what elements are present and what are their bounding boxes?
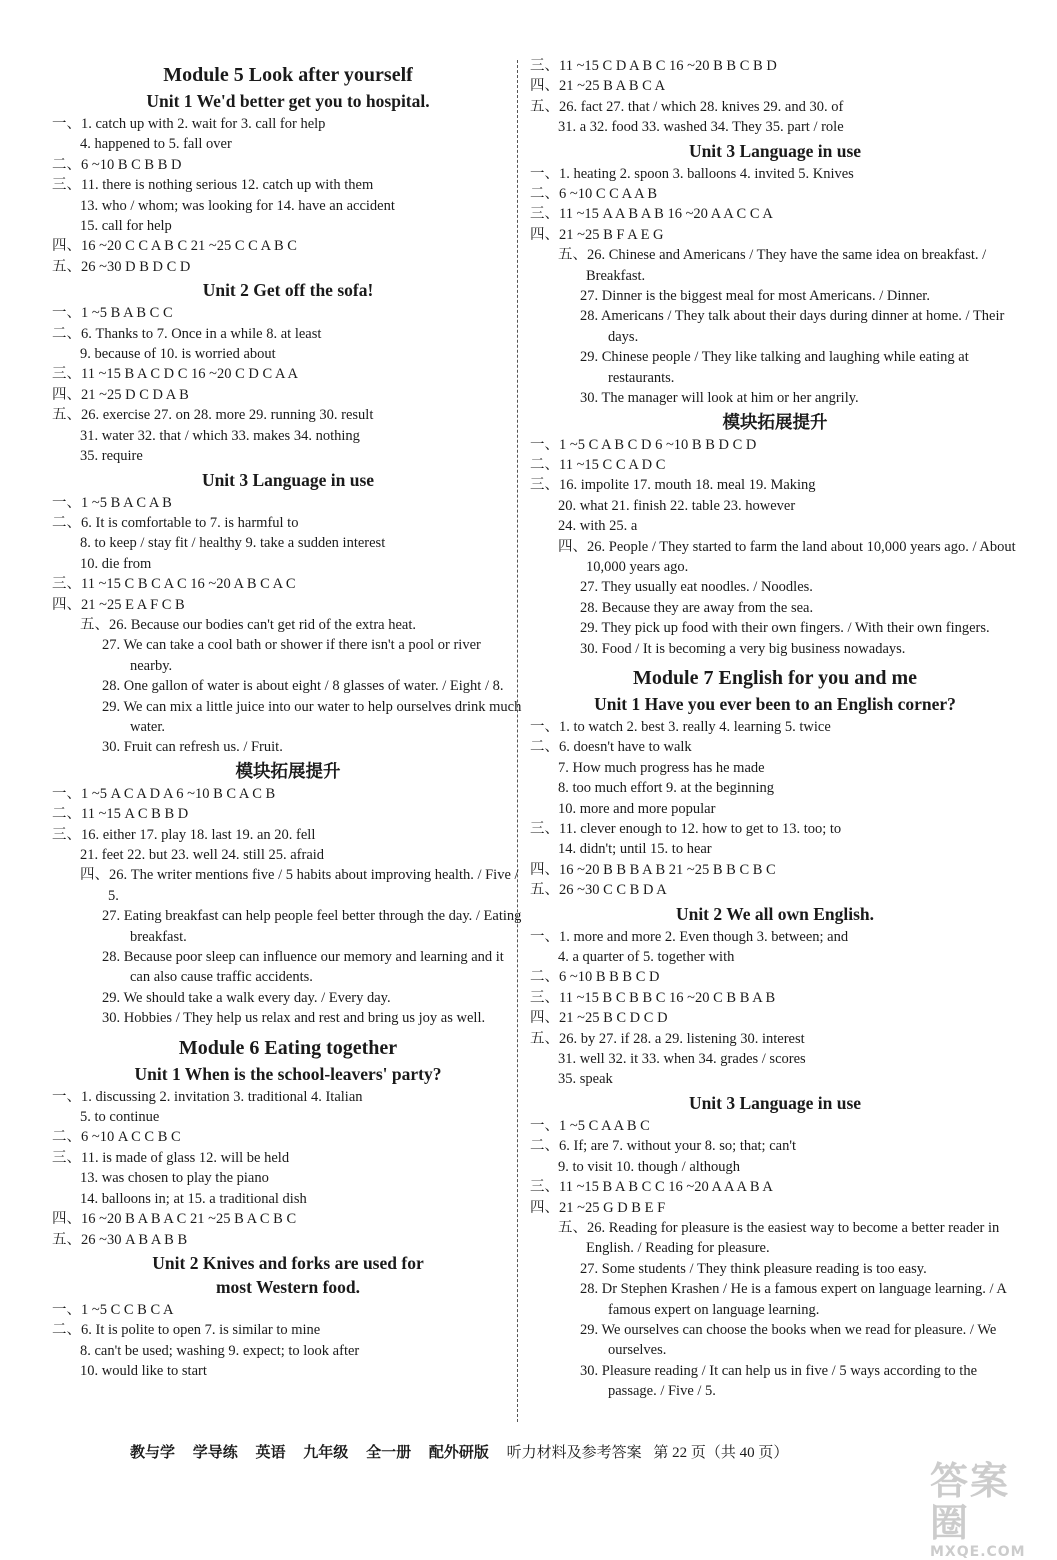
footer-series: 学导练 <box>192 1443 238 1461</box>
answer-line: 二、6. Thanks to 7. Once in a while 8. at least <box>52 325 322 342</box>
answer-line: 一、1 ~5 C A B C D 6 ~10 B B D C D <box>530 436 757 453</box>
answer-line: 五、26. Chinese and Americans / They have the same idea on breakfast. / Breakfast. <box>558 247 987 284</box>
answer-line: 一、1. to watch 2. best 3. really 4. learning 5. twice <box>530 718 831 735</box>
answer-line: 二、6. doesn't have to walk <box>530 739 692 756</box>
answer-line: 5. to continue <box>80 1109 160 1126</box>
answer-line: 30. Pleasure reading / It can help us in five / 5 ways according to the passage. / Five / 5. <box>580 1362 978 1400</box>
answer-line: 15. call for help <box>80 218 172 235</box>
unit-heading: Unit 1 When is the school-leavers' party? <box>134 1063 442 1084</box>
answer-line: 13. who / whom; was looking for 14. have an accident <box>80 197 395 214</box>
answer-line: 35. require <box>80 448 143 465</box>
answer-line: 29. They pick up food with their own fingers. / With their own fingers. <box>580 620 990 637</box>
answer-line: 四、16 ~20 C C A B C 21 ~25 C C A B C <box>52 238 297 255</box>
answer-line: 20. what 21. finish 22. table 23. however <box>558 497 796 514</box>
unit-heading: Unit 2 Knives and forks are used for <box>152 1252 424 1273</box>
answer-line: 4. a quarter of 5. together with <box>558 949 735 966</box>
answer-line: 31. a 32. food 33. washed 34. They 35. part / role <box>558 119 844 136</box>
answer-line: 四、21 ~25 E A F C B <box>52 596 185 613</box>
answer-line: 二、6 ~10 C C A A B <box>530 186 658 203</box>
answer-line: 五、26 ~30 D B D C D <box>52 258 191 275</box>
answer-line: 二、6 ~10 B B B C D <box>530 969 660 986</box>
answer-line: 27. Some students / They think pleasure reading is too easy. <box>580 1260 927 1277</box>
unit-heading: 模块拓展提升 <box>722 411 828 432</box>
answer-line: 五、26 ~30 A B A B B <box>52 1231 188 1248</box>
answer-line: 9. to visit 10. though / although <box>558 1158 741 1175</box>
answer-line: 一、1 ~5 C C B C A <box>52 1301 174 1318</box>
right-column <box>530 56 1020 1402</box>
answer-line: 四、21 ~25 D C D A B <box>52 386 189 403</box>
unit-heading: Unit 2 We all own English. <box>675 903 875 924</box>
answer-line: 五、26. by 27. if 28. a 29. listening 30. interest <box>530 1030 805 1047</box>
answer-line: 三、11 ~15 C D A B C 16 ~20 B B C B D <box>530 58 777 74</box>
answer-line: 27. Eating breakfast can help people feel better through the day. / Eating breakfast. <box>102 908 522 945</box>
answer-line: 28. Because they are away from the sea. <box>580 599 814 616</box>
unit-heading: 模块拓展提升 <box>235 760 341 781</box>
answer-line: 31. well 32. it 33. when 34. grades / scores <box>558 1051 806 1068</box>
footer-grade: 九年级 <box>303 1443 349 1461</box>
answer-line: 四、16 ~20 B B B A B 21 ~25 B B C B C <box>530 861 776 878</box>
answer-line: 四、26. The writer mentions five / 5 habits about improving health. / Five / 5. <box>80 867 519 904</box>
answer-line: 9. because of 10. is worried about <box>80 346 276 363</box>
answer-line: 一、1 ~5 A C A D A 6 ~10 B C A C B <box>52 785 276 802</box>
answer-line: 五、26. Because our bodies can't get rid of the extra heat. <box>80 616 416 633</box>
answer-line: 一、1 ~5 B A B C C <box>52 305 173 322</box>
answer-line: 四、16 ~20 B A B A C 21 ~25 B A C B C <box>52 1211 297 1228</box>
answer-line: 二、6. It is comfortable to 7. is harmful to <box>52 514 299 531</box>
answer-line: 4. happened to 5. fall over <box>80 136 232 153</box>
module-heading: Module 5 Look after yourself <box>163 64 413 86</box>
answer-line: 四、21 ~25 G D B E F <box>530 1199 666 1216</box>
answer-line: 一、1. discussing 2. invitation 3. traditional 4. Italian <box>52 1088 363 1105</box>
footer-edition: 配外研版 <box>428 1443 489 1461</box>
module-heading: Module 7 English for you and me <box>632 666 918 689</box>
answer-line: 四、21 ~25 B F A E G <box>530 226 664 243</box>
answer-line: 7. How much progress has he made <box>558 759 765 776</box>
unit-heading: Unit 1 We'd better get you to hospital. <box>146 91 430 111</box>
answer-line: 三、11 ~15 C B C A C 16 ~20 A B C A C <box>52 576 296 593</box>
answer-line: 31. water 32. that / which 33. makes 34. nothing <box>80 427 360 444</box>
answer-line: 21. feet 22. but 23. well 24. still 25. afraid <box>80 847 325 863</box>
answer-line: 三、16. impolite 17. mouth 18. meal 19. Making <box>530 477 816 494</box>
answer-line: 三、11 ~15 A A B A B 16 ~20 A A C C A <box>530 206 773 223</box>
footer-brand: 教与学 <box>130 1443 176 1461</box>
footer-page-number: 第 22 页（共 40 页） <box>653 1445 789 1461</box>
answer-line: 四、21 ~25 B A B C A <box>530 78 666 95</box>
answer-line: 二、6. It is polite to open 7. is similar to mine <box>52 1322 321 1339</box>
answer-line: 四、21 ~25 B C D C D <box>530 1010 668 1027</box>
answer-line: 27. We can take a cool bath or shower if there isn't a pool or river nearby. <box>102 637 481 674</box>
answer-line: 三、11. there is nothing serious 12. catch up with them <box>52 177 374 194</box>
answer-line: 29. We ourselves can choose the books when we read for pleasure. / We ourselves. <box>580 1321 997 1359</box>
answer-line: 10. die from <box>80 555 152 572</box>
answer-line: 三、11 ~15 B A C D C 16 ~20 C D C A A <box>52 366 298 383</box>
watermark-url: MXQE.COM <box>930 1544 1026 1560</box>
module-heading: Module 6 Eating together <box>178 1036 398 1059</box>
answer-line: 8. can't be used; washing 9. expect; to look after <box>80 1342 360 1359</box>
answer-line: 30. Fruit can refresh us. / Fruit. <box>102 739 283 756</box>
page-footer <box>130 1441 930 1462</box>
answer-line: 一、1 ~5 C A A B C <box>530 1117 650 1134</box>
answer-line: 30. Hobbies / They help us relax and rest and bring us joy as well. <box>102 1010 486 1027</box>
answer-line: 一、1. heating 2. spoon 3. balloons 4. invited 5. Knives <box>530 165 854 182</box>
answer-line: 二、11 ~15 C C A D C <box>530 456 666 473</box>
answer-line: 13. was chosen to play the piano <box>80 1170 269 1187</box>
answer-line: 10. would like to start <box>80 1363 207 1380</box>
answer-line: 29. We should take a walk every day. / Every day. <box>102 989 391 1006</box>
answer-line: 五、26. exercise 27. on 28. more 29. running 30. result <box>52 407 374 424</box>
answer-line: 27. Dinner is the biggest meal for most Americans. / Dinner. <box>580 288 930 305</box>
unit-heading: Unit 3 Language in use <box>688 1092 862 1113</box>
answer-line: 30. The manager will look at him or her angrily. <box>580 390 859 407</box>
answer-line: 14. balloons in; at 15. a traditional dish <box>80 1190 307 1207</box>
unit-heading: Unit 2 Get off the sofa! <box>202 280 374 301</box>
answer-line: 30. Food / It is becoming a very big business nowadays. <box>580 640 906 657</box>
answer-line: 28. One gallon of water is about eight / 8 glasses of water. / Eight / 8. <box>102 678 504 695</box>
answer-line: 14. didn't; until 15. to hear <box>558 841 712 858</box>
answer-line: 二、6 ~10 B C B B D <box>52 156 182 173</box>
answer-line: 28. Americans / They talk about their days during dinner at home. / Their days. <box>580 308 1005 345</box>
answer-line: 一、1 ~5 B A C A B <box>52 494 172 511</box>
answer-line: 三、16. either 17. play 18. last 19. an 20. fell <box>52 826 316 843</box>
answer-line: 28. Because poor sleep can influence our memory and learning and it can also cause traffic accidents. <box>102 949 504 986</box>
unit-heading: most Western food. <box>215 1276 361 1297</box>
left-column <box>52 56 524 1382</box>
footer-volume: 全一册 <box>366 1443 412 1461</box>
answer-line: 29. Chinese people / They like talking and laughing while eating at restaurants. <box>580 349 969 386</box>
watermark-text: 答案圈 <box>930 1459 1011 1545</box>
answer-line: 24. with 25. a <box>558 518 638 535</box>
answer-line: 二、6. If; are 7. without your 8. so; that; can't <box>530 1138 796 1155</box>
answer-line: 10. more and more popular <box>558 800 716 817</box>
answer-line: 一、1. more and more 2. Even though 3. between; and <box>530 928 849 945</box>
answer-line: 三、11. clever enough to 12. how to get to 13. too; to <box>530 821 842 837</box>
answer-line: 8. to keep / stay fit / healthy 9. take a sudden interest <box>80 535 386 552</box>
answer-line: 三、11 ~15 B A B C C 16 ~20 A A A B A <box>530 1179 773 1196</box>
answer-line: 二、6 ~10 A C C B C <box>52 1129 181 1146</box>
answer-line: 三、11. is made of glass 12. will be held <box>52 1149 290 1166</box>
answer-line: 三、11 ~15 B C B B C 16 ~20 C B B A B <box>530 989 776 1006</box>
footer-section: 听力材料及参考答案 <box>506 1445 642 1461</box>
unit-heading: Unit 1 Have you ever been to an English corner? <box>594 693 956 714</box>
answer-line: 五、26. fact 27. that / which 28. knives 29. and 30. of <box>530 98 844 115</box>
answer-line: 五、26. Reading for pleasure is the easiest way to become a better reader in English. / Reading for pleasure. <box>558 1219 1000 1257</box>
unit-heading: Unit 3 Language in use <box>688 140 862 161</box>
footer-subject: 英语 <box>255 1443 286 1461</box>
answer-line: 一、1. catch up with 2. wait for 3. call for help <box>52 116 326 132</box>
answer-line: 二、11 ~15 A C B B D <box>52 806 189 823</box>
answer-line: 35. speak <box>558 1071 613 1088</box>
answer-line: 29. We can mix a little juice into our water to help ourselves drink much water. <box>102 698 522 735</box>
answer-line: 五、26 ~30 C C B D A <box>530 882 667 899</box>
answer-line: 8. too much effort 9. at the beginning <box>558 780 774 797</box>
unit-heading: Unit 3 Language in use <box>201 469 375 490</box>
answer-line: 28. Dr Stephen Krashen / He is a famous expert on language learning. / A famous expert on language learning. <box>580 1281 1007 1318</box>
answer-line: 四、26. People / They started to farm the land about 10,000 years ago. / About 10,000 years ago. <box>558 538 1016 575</box>
answer-line: 27. They usually eat noodles. / Noodles. <box>580 579 813 596</box>
watermark-logo <box>930 1459 1040 1560</box>
